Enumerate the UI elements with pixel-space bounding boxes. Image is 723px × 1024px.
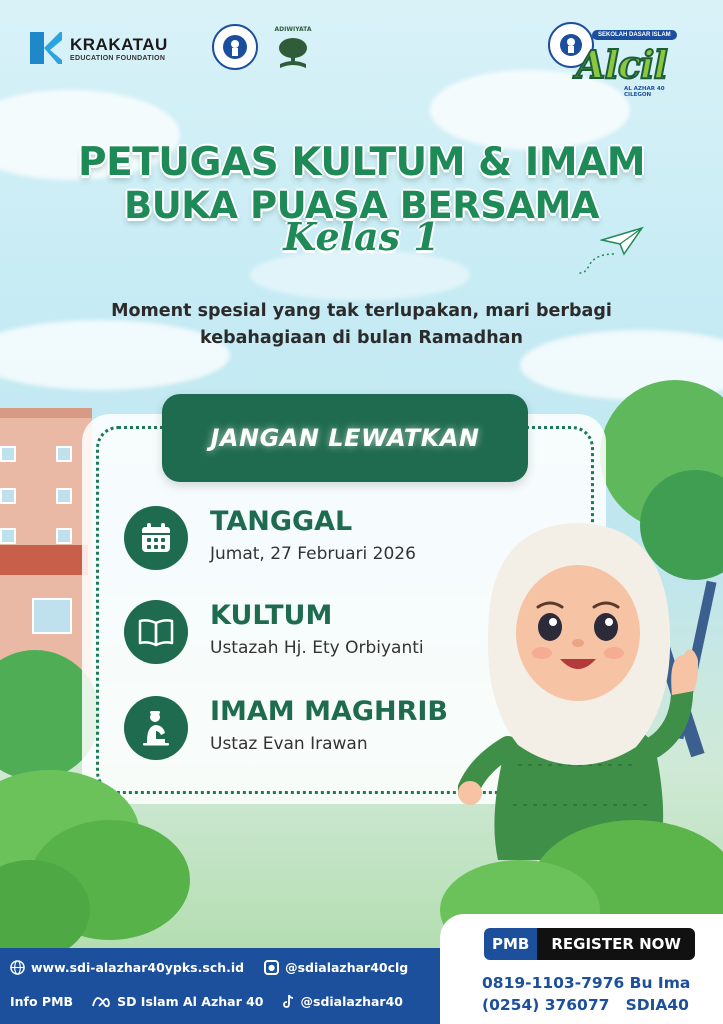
phone-bu-ima[interactable]: 0819-1103-7976 Bu Ima (482, 974, 691, 992)
globe-icon (10, 960, 25, 975)
meta-icon (91, 996, 111, 1008)
alcil-logo (572, 28, 684, 102)
info-item-imam (124, 696, 448, 760)
date-value: Jumat, 27 Februari 2026 (210, 544, 416, 564)
subtitle-line1: Moment spesial yang tak terlupakan, mari berbagi (111, 301, 612, 321)
website-link[interactable]: www.sdi-alazhar40ypks.sch.id (31, 960, 245, 975)
phone-sdia40[interactable]: (0254) 376077 SDIA40 (482, 996, 689, 1014)
footer-row-1 (10, 960, 408, 975)
kelas-label: Kelas 1 (283, 214, 440, 259)
building-roof (0, 545, 88, 575)
tiktok-handle[interactable]: @sdialazhar40 (300, 994, 403, 1009)
alcil-tag: SEKOLAH DASAR ISLAM (592, 30, 677, 40)
alcil-sub1: AL AZHAR 40 (624, 86, 665, 92)
kultum-heading: KULTUM (210, 600, 333, 631)
praying-person-icon (124, 696, 188, 760)
alcil-word: Alcil (576, 42, 667, 87)
jangan-lewatkan-banner (162, 394, 528, 482)
banner-text: JANGAN LEWATKAN (210, 424, 480, 452)
subtitle-line2: kebahagiaan di bulan Ramadhan (200, 328, 523, 348)
krakatau-name: KRAKATAU (70, 34, 168, 54)
tiktok-icon (282, 994, 295, 1009)
register-now-label: REGISTER NOW (537, 928, 695, 960)
pesantren-emblem-icon (215, 27, 255, 67)
footer-row-2 (10, 994, 403, 1009)
building-window (0, 446, 16, 462)
tree-icon (272, 34, 314, 70)
adiwiyata-text: ADIWIYATA (274, 26, 312, 33)
imam-heading: IMAM MAGHRIB (210, 696, 449, 727)
pesantren-logo (212, 24, 258, 70)
title-line2: BUKA PUASA BERSAMA (124, 184, 599, 227)
footer-contact-bar (0, 948, 440, 1024)
imam-value: Ustaz Evan Irawan (210, 734, 368, 754)
hijab-girl-illustration (458, 515, 698, 860)
dotted-trail-icon (576, 250, 616, 280)
building-window (56, 446, 72, 462)
alcil-sub2: CILEGON (624, 92, 652, 98)
building-window (32, 598, 72, 634)
building-window (0, 488, 16, 504)
book-icon (124, 600, 188, 664)
building-window (56, 488, 72, 504)
calendar-icon (124, 506, 188, 570)
building-window (56, 528, 72, 544)
register-now-button[interactable] (484, 928, 695, 960)
krakatau-sub: EDUCATION FOUNDATION (70, 54, 166, 62)
info-item-date (124, 506, 416, 570)
krakatau-mark-icon (28, 30, 64, 66)
title-line1: PETUGAS KULTUM & IMAM (77, 140, 646, 185)
alcil-sub (624, 86, 665, 98)
adiwiyata-logo (272, 26, 314, 70)
subtitle (60, 298, 663, 352)
date-heading: TANGGAL (210, 506, 353, 537)
facebook-name[interactable]: SD Islam Al Azhar 40 (117, 994, 264, 1009)
instagram-icon: ● (264, 960, 279, 975)
info-item-kultum (124, 600, 424, 664)
krakatau-logo (28, 30, 168, 66)
kultum-value: Ustazah Hj. Ety Orbiyanti (210, 638, 424, 658)
info-pmb-label: Info PMB (10, 994, 74, 1009)
pmb-label: PMB (484, 928, 537, 960)
building-window (0, 528, 16, 544)
instagram-handle[interactable]: @sdialazhar40clg (285, 960, 409, 975)
